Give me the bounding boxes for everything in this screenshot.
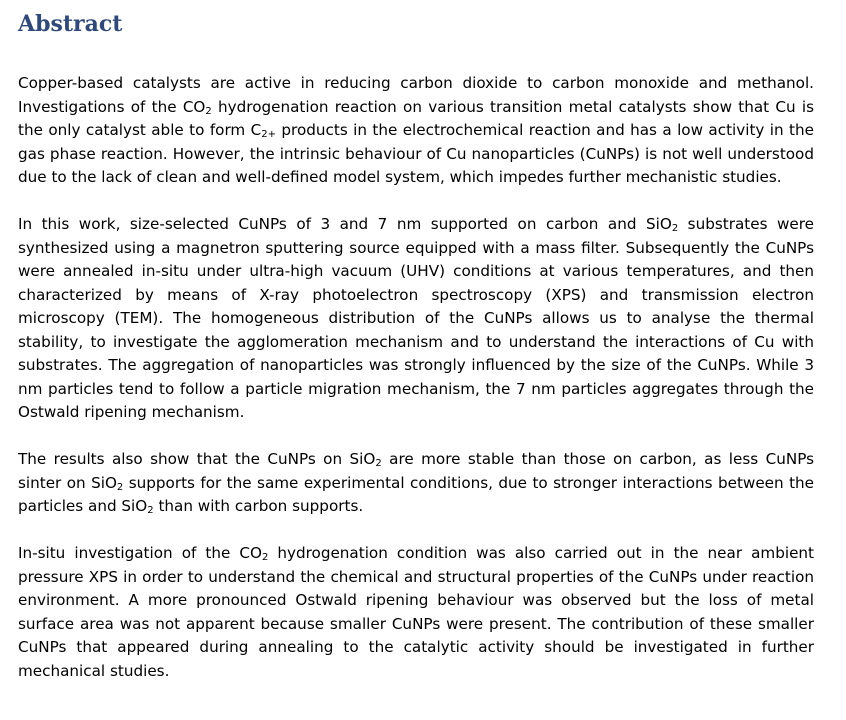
paragraph-text: products in the electrochemical reaction and has a low activity in the gas phase reaction. However, the intrinsic behaviour of Cu nanoparticles (CuNPs) is not well understood due to the lack of clean and well-defined model system, which impedes further mechanistic studies.	[18, 121, 814, 186]
paragraph-text: hydrogenation reaction on various transition metal catalysts show that Cu is the only catalyst able to form C	[18, 97, 814, 139]
abstract-paragraph-3	[18, 448, 814, 519]
abstract-heading: Abstract	[18, 11, 123, 37]
paragraph-text: supports for the same experimental conditions, due to stronger interactions between the particles and SiO	[18, 473, 814, 515]
abstract-paragraph-1	[18, 72, 814, 190]
paragraph-text: are more stable than those on carbon, as less CuNPs sinter on SiO	[18, 450, 815, 492]
subscript: 2	[205, 105, 212, 117]
subscript: 2	[375, 458, 382, 469]
paragraph-text: In-situ investigation of the CO	[18, 544, 262, 562]
paragraph-text: In this work, size-selected CuNPs of 3 and 7 nm supported on carbon and SiO	[18, 215, 672, 233]
paragraph-text: Copper-based catalysts are active in reducing carbon dioxide to carbon monoxide and methanol. Investigations of the CO	[18, 74, 814, 116]
subscript: 2+	[261, 129, 276, 140]
paragraph-text: than with carbon supports.	[153, 497, 364, 515]
paragraph-text: hydrogenation condition was also carried out in the near ambient pressure XPS in order to understand the chemical and structural properties of the CuNPs under reaction environment. A more pronounced Ostwald ripening behaviour was observed but the loss of metal surface area was not apparent because smaller CuNPs were present. The contribution of these smaller CuNPs that appeared during annealing to the catalytic activity should be investigated in further mechanical studies.	[18, 544, 814, 680]
paragraph-text: substrates were synthesized using a magnetron sputtering source equipped with a mass filter. Subsequently the CuNPs were annealed in-situ under ultra-high vacuum (UHV) conditions at various temperatures, and then characterized by means of X-ray photoelectron spectroscopy (XPS) and transmission electron microscopy (TEM). The homogeneous distribution of the CuNPs allows us to analyse the thermal stability, to investigate the agglomeration mechanism and to understand the interactions of Cu with substrates. The aggregation of nanoparticles was strongly influenced by the size of the CuNPs. While 3 nm particles tend to follow a particle migration mechanism, the 7 nm particles aggregates through the Ostwald ripening mechanism.	[18, 215, 815, 421]
paragraph-text: The results also show that the CuNPs on SiO	[18, 450, 376, 468]
subscript: 2	[147, 505, 154, 516]
abstract-paragraph-4	[18, 542, 814, 683]
subscript: 2	[116, 481, 124, 493]
abstract-paragraph-2	[18, 213, 814, 425]
subscript: 2	[261, 552, 269, 563]
document-page	[18, 8, 814, 683]
subscript: 2	[671, 223, 679, 234]
